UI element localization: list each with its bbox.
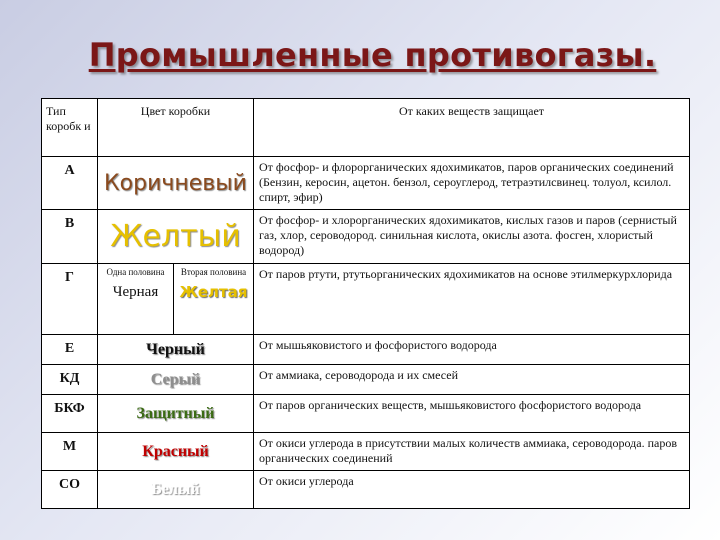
row-color: Желтый: [98, 210, 254, 264]
page-title: Промышленные противогазы.: [88, 36, 657, 74]
row-color: Серый: [98, 365, 254, 395]
row-code: М: [42, 433, 98, 471]
table-header-row: [42, 99, 690, 157]
table-row: [42, 471, 690, 509]
row-code: СО: [42, 471, 98, 509]
row-color: Защитный: [98, 395, 254, 433]
row-code: Г: [42, 264, 98, 335]
header-protects: От каких веществ защищает: [254, 99, 690, 157]
gas-mask-table: [41, 98, 690, 509]
half-color-2: Желтая: [179, 283, 248, 301]
row-color-half-1: [98, 264, 174, 335]
table-row: [42, 433, 690, 471]
table-row: [42, 335, 690, 365]
row-color-half-2: [174, 264, 254, 335]
table-row: [42, 210, 690, 264]
row-color: Коричневый: [98, 157, 254, 210]
row-desc: От аммиака, сероводорода и их смесей: [254, 365, 690, 395]
row-color: Черный: [98, 335, 254, 365]
table-row: [42, 264, 690, 335]
half-label-2: Вторая половина: [180, 267, 247, 277]
row-desc: От окиси углерода: [254, 471, 690, 509]
half-color-1: Черная: [112, 284, 159, 300]
row-code: БКФ: [42, 395, 98, 433]
row-color: Красный: [98, 433, 254, 471]
header-color: Цвет коробки: [98, 99, 254, 157]
row-code: В: [42, 210, 98, 264]
row-desc: От фосфор- и хлорорганических ядохимикатов, кислых газов и паров (сернистый газ, хлор, сероводород. синильная кислота, окислы азота. фосген, хлористый водород): [254, 210, 690, 264]
row-code: А: [42, 157, 98, 210]
row-code: Е: [42, 335, 98, 365]
row-desc: От паров ртути, ртутьорганических ядохимикатов на основе этилмеркурхлорида: [254, 264, 690, 335]
row-color: Белый: [98, 471, 254, 509]
row-desc: От фосфор- и флорорганических ядохимикатов, паров органических соединений (Бензин, керосин, ацетон. бензол, сероуглерод, тетраэтилсвинец. толуол, ксилол. спирт, эфир): [254, 157, 690, 210]
half-label-1: Одна половина: [106, 267, 165, 277]
row-desc: От мышьяковистого и фосфористого водорода: [254, 335, 690, 365]
header-type: Тип коробк и: [42, 99, 98, 157]
table-row: [42, 365, 690, 395]
row-code: КД: [42, 365, 98, 395]
row-desc: От окиси углерода в присутствии малых количеств аммиака, сероводорода. паров органических соединений: [254, 433, 690, 471]
row-desc: От паров органических веществ, мышьяковистого фосфористого водорода: [254, 395, 690, 433]
table-row: [42, 157, 690, 210]
table-row: [42, 395, 690, 433]
